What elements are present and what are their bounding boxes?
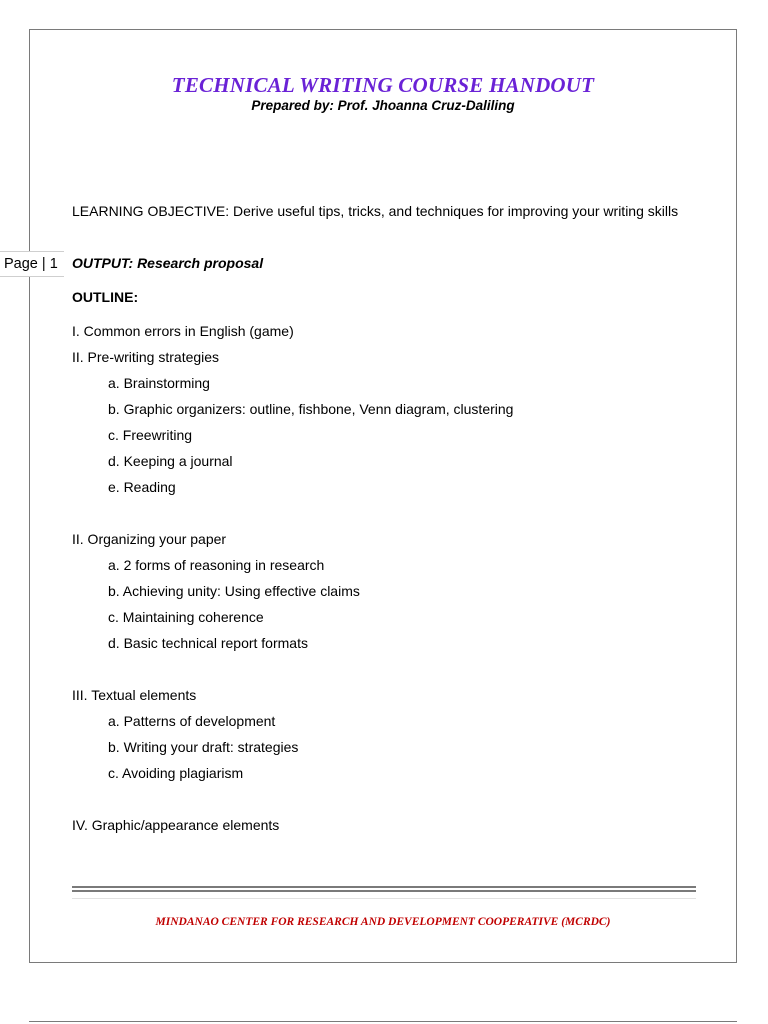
outline-subitem: c. Avoiding plagiarism [108, 765, 244, 781]
outline-item: I. Common errors in English (game) [72, 323, 294, 339]
footer-organization: MINDANAO CENTER FOR RESEARCH AND DEVELOPMENT COOPERATIVE (MCRDC) [155, 916, 611, 928]
next-page-edge [29, 1021, 737, 1022]
outline-item: III. Textual elements [72, 687, 197, 703]
outline-subitem: d. Basic technical report formats [108, 635, 308, 651]
outline-item: II. Organizing your paper [72, 531, 227, 547]
outline-subitem: a. Patterns of development [108, 713, 276, 729]
output-line: OUTPUT: Research proposal [72, 255, 264, 271]
outline-subitem: a. Brainstorming [108, 375, 210, 391]
document-title: TECHNICAL WRITING COURSE HANDOUT [171, 73, 595, 97]
outline-item: IV. Graphic/appearance elements [72, 817, 280, 833]
outline-subitem: e. Reading [108, 479, 176, 495]
outline-heading: OUTLINE: [72, 289, 139, 305]
outline-subitem: a. 2 forms of reasoning in research [108, 557, 325, 573]
footer-rule [72, 890, 696, 892]
footer-rule-light [72, 898, 696, 899]
document-subtitle: Prepared by: Prof. Jhoanna Cruz-Daliling [251, 98, 515, 113]
outline-subitem: c. Freewriting [108, 427, 193, 443]
outline-subitem: b. Achieving unity: Using effective claims [108, 583, 360, 599]
outline-subitem: b. Graphic organizers: outline, fishbone, Venn diagram, clustering [108, 401, 514, 417]
page-number: Page | 1 [0, 251, 64, 277]
learning-objective: LEARNING OBJECTIVE: Derive useful tips, tricks, and techniques for improving your writing skills [72, 203, 679, 219]
outline-subitem: d. Keeping a journal [108, 453, 233, 469]
outline-subitem: c. Maintaining coherence [108, 609, 264, 625]
document-page [29, 29, 737, 963]
outline-item: II. Pre-writing strategies [72, 349, 220, 365]
outline-subitem: b. Writing your draft: strategies [108, 739, 299, 755]
footer-rule [72, 886, 696, 888]
